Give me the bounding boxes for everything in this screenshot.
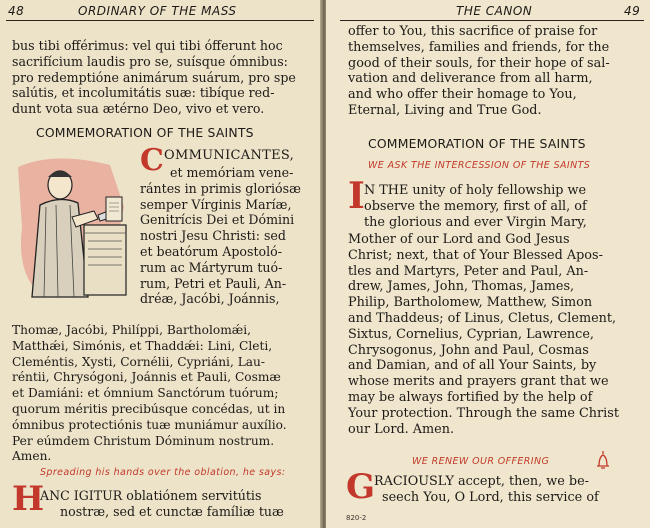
text-line: semper Vírginis Maríæ, — [140, 196, 292, 212]
text-line: Sixtus, Cornelius, Cyprian, Lawrence, — [348, 326, 594, 342]
left-full-paragraph — [12, 323, 316, 465]
priest-illustration — [14, 157, 132, 307]
footer-mark: 820-2 — [346, 514, 367, 522]
text-line: OMMUNICANTES, — [164, 148, 295, 163]
text-line: good of their souls, for their hope of sal- — [348, 55, 610, 71]
text-line: Christ; next, that of Your Blessed Apos- — [348, 247, 603, 263]
text-line: may be always fortified by the help of — [348, 389, 593, 405]
right-head-rule — [340, 20, 644, 21]
text-line: Cleméntis, Xysti, Cornélii, Cypriáni, Lau- — [12, 354, 266, 369]
text-line: and Thaddeus; of Linus, Cletus, Clement, — [348, 310, 617, 326]
left-page-number: 48 — [8, 4, 25, 18]
text-line: themselves, families and friends, for the — [348, 39, 610, 55]
text-line: pro redemptióne animárum suárum, pro spe — [12, 69, 296, 85]
text-line: Amen. — [12, 449, 52, 464]
graciously-paragraph — [374, 474, 646, 506]
text-line: rum, Petri et Pauli, An- — [140, 275, 287, 291]
text-line: whose merits and prayers grant that we — [348, 374, 609, 390]
right-top-paragraph — [348, 24, 644, 119]
text-line: observe the memory, first of all, of — [364, 198, 587, 214]
text-line: et Damiáni: et ómnium Sanctórum tuórum; — [12, 386, 279, 401]
right-page — [326, 0, 650, 528]
text-line: and who offer their homage to You, — [348, 87, 577, 103]
right-running-head: THE CANON — [456, 4, 533, 18]
dropcap-g: G — [346, 467, 376, 507]
text-line: nostræ, sed et cunctæ famíliæ tuæ — [60, 503, 284, 519]
text-line: Thomæ, Jacóbi, Philíppi, Bartholomǽi, — [12, 323, 251, 337]
text-line: drew, James, John, Thomas, James, — [348, 279, 575, 295]
text-line: offer to You, this sacrifice of praise for — [348, 24, 598, 39]
left-top-paragraph — [12, 38, 310, 117]
text-line: Eternal, Living and True God. — [348, 102, 542, 118]
left-running-head: ORDINARY OF THE MASS — [78, 4, 237, 18]
text-line: ANC IGITUR oblatiónem servitútis — [40, 488, 262, 503]
text-line: N THE unity of holy fellowship we — [364, 183, 587, 198]
text-line: the glorious and ever Virgin Mary, — [364, 214, 587, 230]
hanc-igitur-paragraph — [40, 488, 316, 520]
text-line: dréæ, Jacóbi, Joánnis, — [140, 291, 280, 307]
text-line: Philip, Bartholomew, Matthew, Simon — [348, 295, 593, 311]
text-line: Matthǽi, Simónis, et Thaddǽi: Lini, Cleti, — [12, 338, 273, 353]
dropcap-h: H — [12, 479, 45, 519]
text-line: Chrysogonus, John and Paul, Cosmas — [348, 342, 589, 358]
text-line: sacrifícium laudis pro se, suísque ómnibus: — [12, 53, 288, 69]
right-page-number: 49 — [624, 4, 641, 18]
left-head-rule — [6, 20, 314, 21]
text-line: rántes in primis gloriósæ — [140, 180, 301, 196]
text-line: nostri Jesu Christi: sed — [140, 228, 286, 244]
left-rubric: Spreading his hands over the oblation, he says: — [40, 467, 286, 478]
communicantes-word — [164, 148, 310, 164]
text-line: rum ac Mártyrum tuó- — [140, 259, 283, 275]
text-line: et memóriam vene- — [170, 165, 294, 180]
text-line: Mother of our Lord and God Jesus — [348, 232, 570, 247]
text-line: seech You, O Lord, this service of — [382, 489, 599, 505]
right-rubric-intercession: WE ASK THE INTERCESSION OF THE SAINTS — [368, 160, 591, 171]
text-line: Genitrícis Dei et Dómini — [140, 212, 295, 228]
left-section-heading: COMMEMORATION OF THE SAINTS — [36, 125, 254, 140]
right-section-heading: COMMEMORATION OF THE SAINTS — [368, 136, 586, 151]
text-line: réntii, Chrysógoni, Joánnis et Pauli, Cosmæ — [12, 370, 281, 385]
right-rubric-offering: WE RENEW OUR OFFERING — [412, 456, 550, 467]
left-page — [0, 0, 322, 528]
text-line: quorum méritis precibúsque concédas, ut in — [12, 401, 286, 416]
text-line: salútis, et incolumitátis suæ: tibíque red- — [12, 85, 275, 101]
text-line: ómnibus protectiónis tuæ muniámur auxílio. — [12, 417, 287, 432]
text-line: our Lord. Amen. — [348, 421, 455, 437]
text-line: tles and Martyrs, Peter and Paul, An- — [348, 263, 589, 279]
text-line: RACIOUSLY accept, then, we be- — [374, 474, 589, 489]
dropcap-i: I — [348, 175, 365, 217]
text-line: Per eúmdem Christum Dóminum nostrum. — [12, 433, 275, 448]
text-line: Your protection. Through the same Christ — [348, 405, 619, 421]
left-side-column — [140, 165, 314, 307]
text-line: vation and deliverance from all harm, — [348, 71, 593, 87]
dropcap-c: C — [140, 143, 164, 178]
right-full-paragraph — [348, 232, 646, 437]
text-line: and Damian, and of all Your Saints, by — [348, 358, 597, 374]
text-line: et beatórum Apostoló- — [140, 243, 282, 259]
right-intro-lines — [364, 183, 646, 230]
text-line: dunt vota sua ætérno Deo, vivo et vero. — [12, 101, 265, 117]
text-line: bus tibi offérimus: vel qui tibi ófferunt hoc — [12, 38, 283, 53]
bell-icon — [596, 450, 610, 470]
